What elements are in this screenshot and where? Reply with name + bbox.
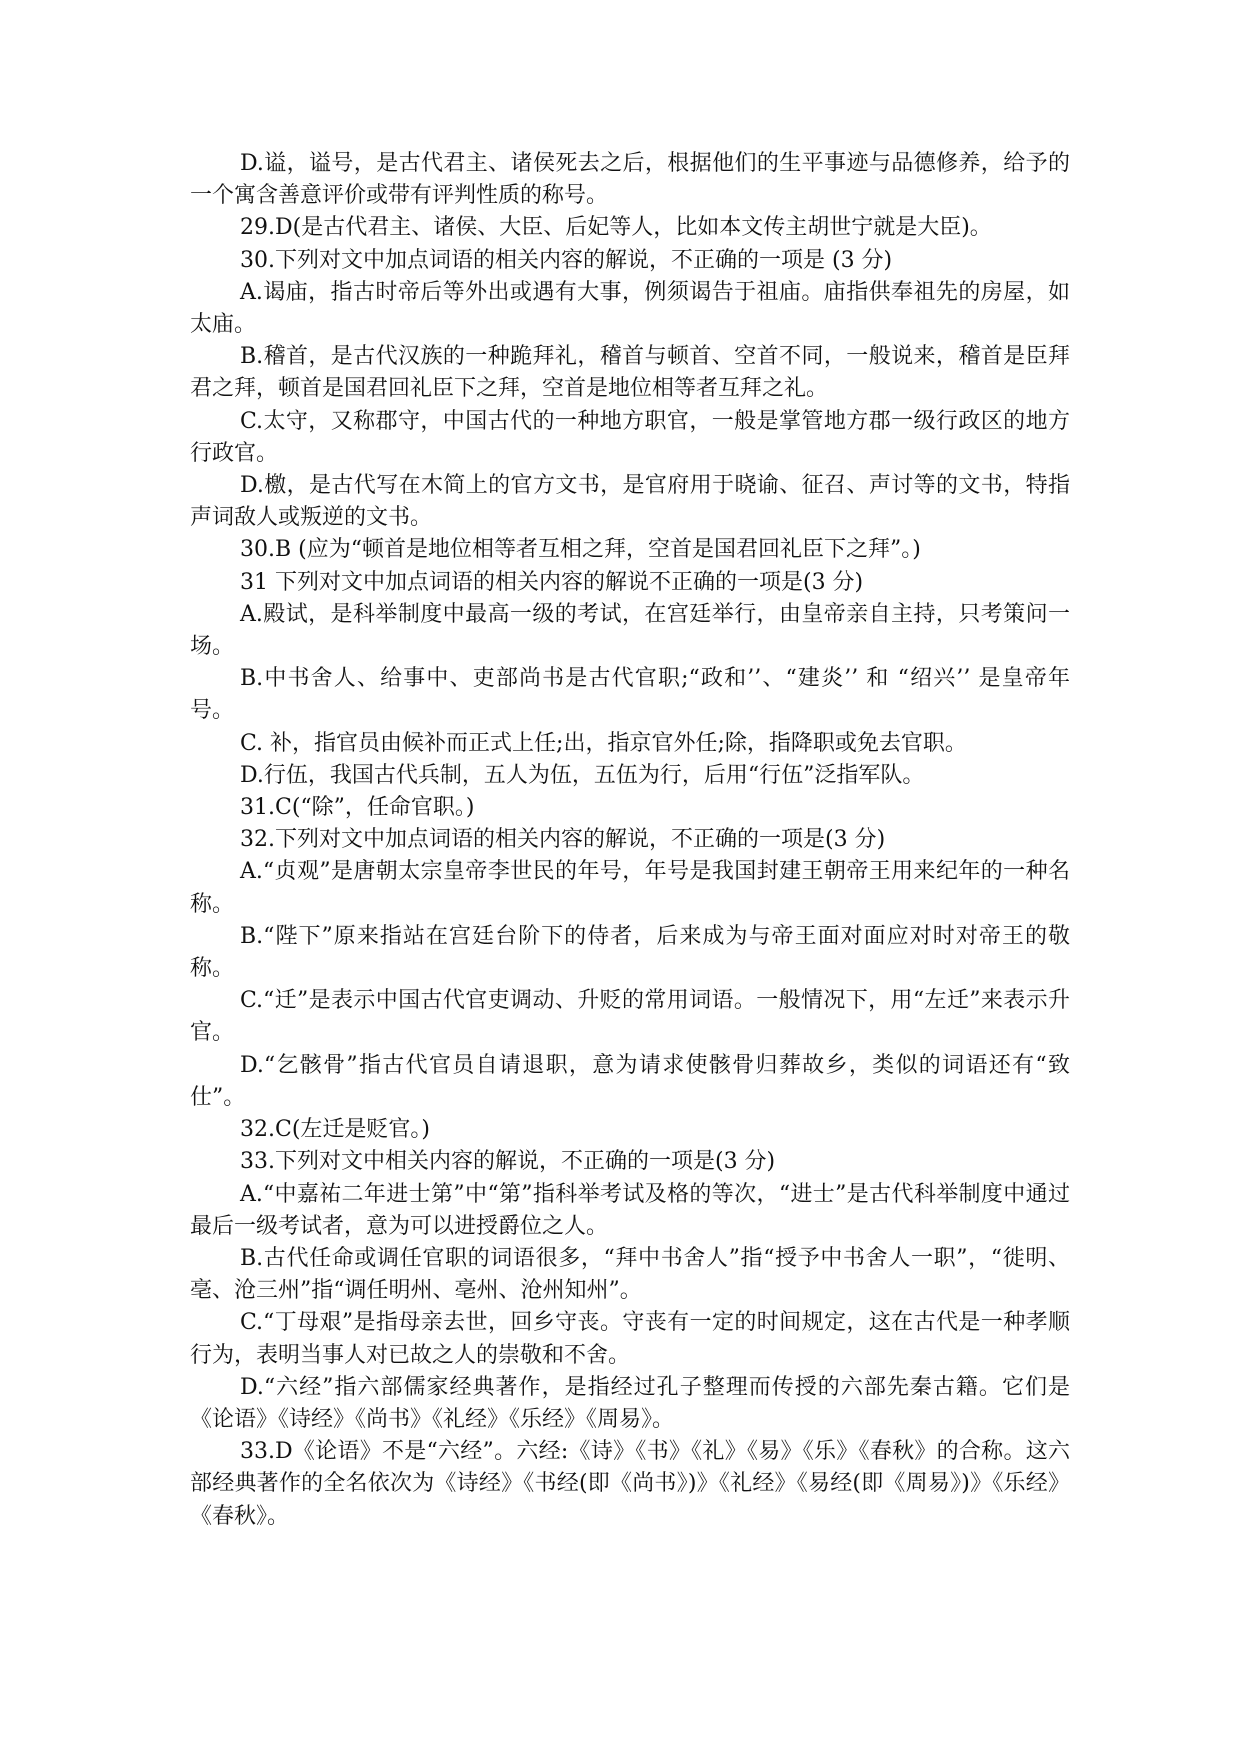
option-paragraph: D.檄，是古代写在木简上的官方文书，是官府用于晓谕、征召、声讨等的文书，特指声词敌人或叛逆的文书。 (190, 473, 1070, 531)
option-paragraph: A.殿试，是科举制度中最高一级的考试，在宫廷举行，由皇帝亲自主持，只考策问一场。 (190, 601, 1070, 660)
option-paragraph: C.“丁母艰”是指母亲去世，回乡守丧。守丧有一定的时间规定，这在古代是一种孝顺行为，表明当事人对已故之人的崇敬和不舍。 (190, 1310, 1070, 1368)
option-paragraph: C. 补，指官员由候补而正式上任;出，指京官外任;除，指降职或免去官职。 (240, 730, 967, 756)
option-paragraph: A.“贞观”是唐朝太宗皇帝李世民的年号，年号是我国封建王朝帝王用来纪年的一种名称。 (190, 859, 1070, 917)
question-paragraph: 32.下列对文中加点词语的相关内容的解说，不正确的一项是(3 分) (240, 827, 886, 853)
option-paragraph: C.太守，又称郡守，中国古代的一种地方职官，一般是掌管地方郡一级行政区的地方行政官。 (190, 408, 1070, 466)
option-paragraph: A.“中嘉祐二年进士第”中“第”指科举考试及格的等次，“进士”是古代科举制度中通过最后一级考试者，意为可以进授爵位之人。 (190, 1181, 1070, 1239)
question-paragraph: 33.下列对文中相关内容的解说，不正确的一项是(3 分) (240, 1149, 776, 1175)
answer-paragraph: 29.D(是古代君主、诸侯、大臣、后妃等人，比如本文传主胡世宁就是大臣)。 (240, 215, 992, 241)
answer-paragraph: 30.B (应为“顿首是地位相等者互相之拜，空首是国君回礼臣下之拜”。) (240, 537, 921, 563)
option-paragraph: D.行伍，我国古代兵制，五人为伍，五伍为行，后用“行伍”泛指军队。 (240, 762, 925, 788)
option-paragraph: D.“乞骸骨”指古代官员自请退职，意为请求使骸骨归葬故乡，类似的词语还有“致仕”。 (190, 1052, 1070, 1110)
option-paragraph: B.中书舍人、给事中、吏部尚书是古代官职;“政和’’、“建炎’’ 和 “绍兴’’ 是皇帝年号。 (190, 666, 1070, 724)
question-paragraph: 31 下列对文中加点词语的相关内容的解说不正确的一项是(3 分) (240, 569, 864, 595)
option-paragraph: D.“六经”指六部儒家经典著作，是指经过孔子整理而传授的六部先秦古籍。它们是《论语》《诗经》《尚书》《礼经》《乐经》《周易》。 (190, 1374, 1070, 1432)
answer-paragraph: 32.C(左迁是贬官。) (240, 1117, 430, 1143)
question-paragraph: 30.下列对文中加点词语的相关内容的解说，不正确的一项是 (3 分) (240, 247, 893, 273)
option-paragraph: D.谥，谥号，是古代君主、诸侯死去之后，根据他们的生平事迹与品德修养，给予的一个寓含善意评价或带有评判性质的称号。 (190, 151, 1070, 209)
option-paragraph: C.“迁”是表示中国古代官吏调动、升贬的常用词语。一般情况下，用“左迁”来表示升官。 (190, 988, 1070, 1046)
option-paragraph: B.古代任命或调任官职的词语很多，“拜中书舍人”指“授予中书舍人一职”，“徙明、亳、沧三州”指“调任明州、亳州、沧州知州”。 (190, 1245, 1070, 1304)
answer-paragraph: 31.C(“除”，任命官职。) (240, 795, 475, 821)
option-paragraph: B.稽首，是古代汉族的一种跪拜礼，稽首与顿首、空首不同，一般说来，稽首是臣拜君之拜，顿首是国君回礼臣下之拜，空首是地位相等者互拜之礼。 (190, 344, 1070, 402)
document-page (190, 148, 1070, 1533)
answer-paragraph: 33.D《论语》不是“六经”。六经:《诗》《书》《礼》《易》《乐》《春秋》的合称。这六部经典著作的全名依次为《诗经》《书经(即《尚书》)》《礼经》《易经(即《周易》)》《乐经》《春秋》。 (190, 1439, 1070, 1529)
option-paragraph: B.“陛下”原来指站在宫廷台阶下的侍者，后来成为与帝王面对面应对时对帝王的敬称。 (190, 923, 1070, 982)
option-paragraph: A.谒庙，指古时帝后等外出或遇有大事，例须谒告于祖庙。庙指供奉祖先的房屋，如太庙。 (190, 279, 1070, 338)
